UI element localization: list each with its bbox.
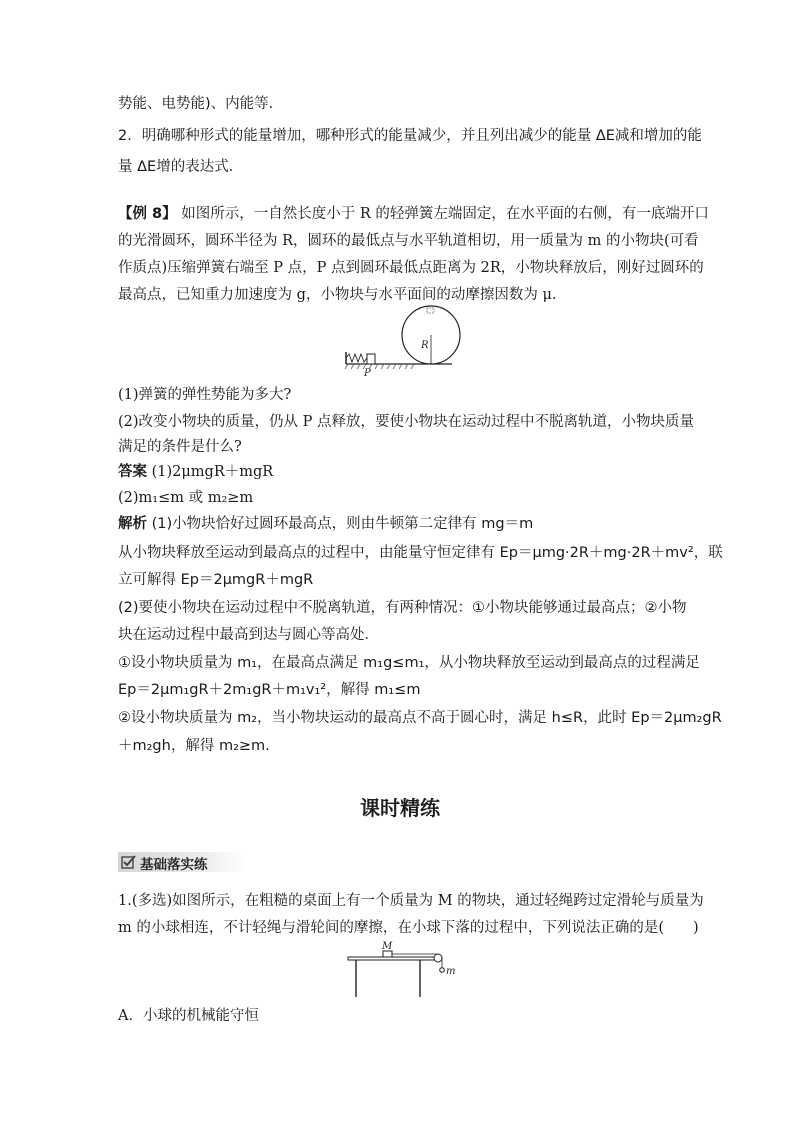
solution-line-2: 从小物块释放至运动到最高点的过程中，由能量守恒定律有 Ep＝μmg·2R＋mg·2R＋mv²，联 bbox=[118, 545, 723, 561]
figure-spring-loop bbox=[340, 300, 480, 380]
line-3: 量 ΔE增的表达式． bbox=[118, 159, 244, 175]
problem-1-option-a: A．小球的机械能守恒 bbox=[118, 1008, 259, 1024]
figure-table-pulley bbox=[340, 940, 470, 1002]
question-1: (1)弹簧的弹性势能为多大? bbox=[118, 387, 292, 403]
label-M: M bbox=[382, 941, 393, 952]
line-1: 势能、电势能)、内能等． bbox=[118, 96, 284, 112]
answer-line-1 bbox=[118, 461, 698, 483]
example-line-3: 作质点)压缩弹簧右端至 P 点，P 点到圆环最低点距离为 2R，小物块释放后，刚好过圆环的 bbox=[118, 260, 704, 276]
solution-1: (1)小物块恰好过圆环最高点，则由牛顿第二定律有 mg＝m bbox=[147, 516, 534, 532]
example-line-2: 的光滑圆环，圆环半径为 R，圆环的最低点与水平轨道相切，用一质量为 m 的小物块(可看 bbox=[118, 233, 699, 249]
solution-line-4: (2)要使小物块在运动过程中不脱离轨道，有两种情况：①小物块能够通过最高点；②小物 bbox=[118, 600, 687, 616]
example-line-4: 最高点，已知重力加速度为 g，小物块与水平面间的动摩擦因数为 μ. bbox=[118, 287, 557, 303]
answer-label: 答案 bbox=[118, 464, 147, 480]
question-2b: 满足的条件是什么? bbox=[118, 439, 242, 455]
solution-line-8: ②设小物块质量为 m₂，当小物块运动的最高点不高于圆心时，满足 h≤R，此时 Ep＝2μm₂gR bbox=[118, 710, 722, 726]
solution-line-3: 立可解得 Ep＝2μmgR＋mgR bbox=[118, 572, 314, 588]
label-R: R bbox=[421, 340, 429, 351]
solution-line-6: ①设小物块质量为 m₁，在最高点满足 m₁g≤m₁，从小物块释放至运动到最高点的过程满足 bbox=[118, 655, 700, 671]
question-2a: (2)改变小物块的质量，仍从 P 点释放，要使小物块在运动过程中不脱离轨道，小物块质量 bbox=[118, 414, 695, 430]
label-P: P bbox=[364, 368, 371, 379]
solution-label: 解析 bbox=[118, 516, 147, 532]
example-intro bbox=[118, 203, 709, 225]
banner-label: 基础落实练 bbox=[140, 857, 208, 873]
solution-line-7: Ep＝2μm₁gR＋2m₁gR＋m₁v₁²，解得 m₁≤m bbox=[118, 682, 421, 698]
solution-line-9: ＋m₂gh，解得 m₂≥m. bbox=[118, 738, 270, 754]
section-title: 课时精练 bbox=[360, 796, 440, 820]
example-label: 【例 8】 bbox=[118, 206, 177, 222]
answer-line-2: (2)m₁≤m 或 m₂≥m bbox=[118, 490, 254, 506]
section-banner bbox=[118, 852, 246, 872]
solution-line-5: 块在运动过程中最高到达与圆心等高处． bbox=[118, 627, 379, 643]
problem-1-line-1: 1.(多选)如图所示，在粗糙的桌面上有一个质量为 M 的物块，通过轻绳跨过定滑轮与质量为 bbox=[118, 893, 704, 909]
checkmark-icon bbox=[121, 854, 137, 874]
answer-1: (1)2μmgR＋mgR bbox=[147, 464, 274, 480]
line-2: 2．明确哪种形式的能量增加，哪种形式的能量减少，并且列出减少的能量 ΔE减和增加的能 bbox=[118, 128, 702, 144]
problem-1-line-2: m 的小球相连，不计轻绳与滑轮间的摩擦，在小球下落的过程中，下列说法正确的是( ) bbox=[118, 920, 699, 936]
example-text: 如图所示，一自然长度小于 R 的轻弹簧左端固定，在水平面的右侧，有一底端开口 bbox=[176, 206, 709, 222]
solution-line-1 bbox=[118, 513, 698, 535]
label-m: m bbox=[446, 966, 456, 977]
